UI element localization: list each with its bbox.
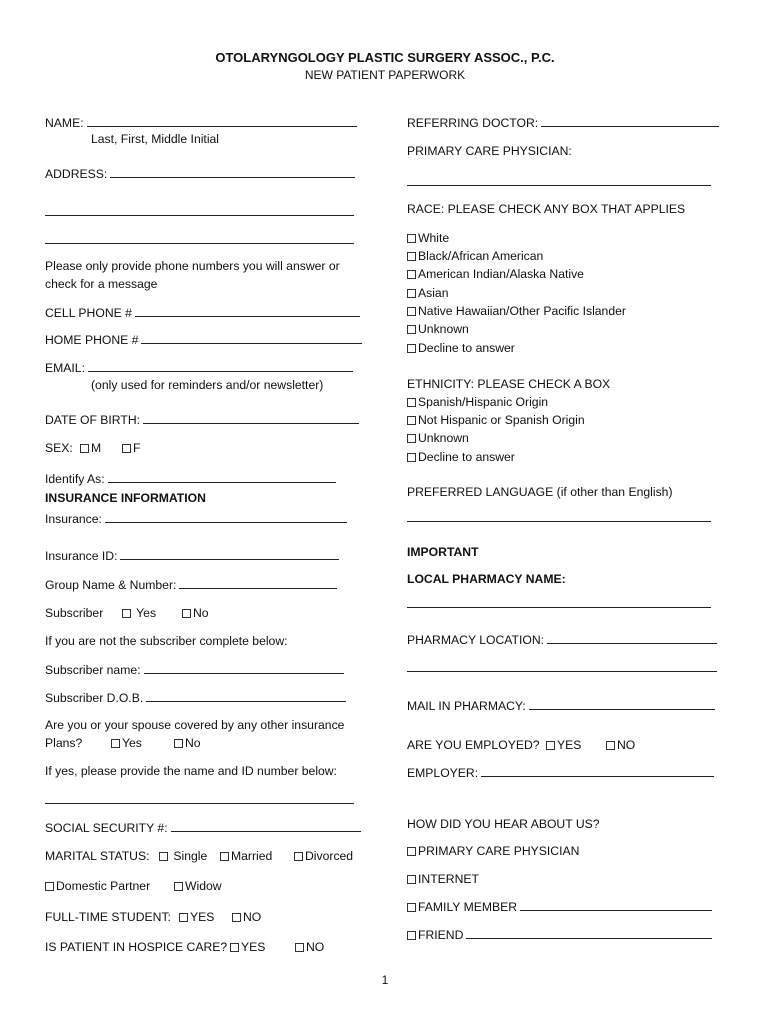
- insurance-id-label: Insurance ID:: [45, 549, 118, 563]
- hear-pcp-label: PRIMARY CARE PHYSICIAN: [418, 844, 580, 858]
- pcp-line[interactable]: [407, 174, 711, 186]
- checkbox-icon[interactable]: [294, 852, 303, 861]
- other-insurance-question-1: Are you or your spouse covered by any other insurance: [45, 718, 345, 732]
- student-no-label: NO: [243, 910, 262, 924]
- hear-friend-option[interactable]: [407, 927, 712, 943]
- checkbox-icon[interactable]: [80, 444, 89, 453]
- insurance-line[interactable]: [105, 511, 347, 523]
- subscriber-dob-field[interactable]: [45, 690, 346, 706]
- checkbox-icon[interactable]: [407, 416, 416, 425]
- other-insurance-no-label: No: [185, 736, 201, 750]
- checkbox-icon[interactable]: [174, 739, 183, 748]
- checkbox-icon[interactable]: [122, 444, 131, 453]
- marital-label: MARITAL STATUS:: [45, 849, 150, 863]
- employer-line[interactable]: [481, 765, 714, 777]
- other-insurance-yes-option[interactable]: [111, 736, 142, 751]
- student-no-option[interactable]: [232, 910, 261, 925]
- subscriber-yes-label: Yes: [136, 606, 157, 620]
- name-hint: Last, First, Middle Initial: [91, 132, 220, 146]
- checkbox-icon[interactable]: [407, 453, 416, 462]
- race-option-label: Native Hawaiian/Other Pacific Islander: [418, 304, 626, 318]
- race-option[interactable]: [407, 286, 449, 301]
- hear-friend-line[interactable]: [466, 927, 712, 939]
- race-option-label: Unknown: [418, 322, 469, 336]
- checkbox-icon[interactable]: [606, 741, 615, 750]
- marital-domestic-label: Domestic Partner: [56, 879, 151, 893]
- hear-friend-label: FRIEND: [418, 928, 464, 942]
- checkbox-icon[interactable]: [407, 234, 416, 243]
- identify-label: Identify As:: [45, 472, 105, 486]
- important-heading: IMPORTANT: [407, 545, 479, 559]
- address-line-1[interactable]: [110, 166, 355, 178]
- ethnicity-option-label: Unknown: [418, 431, 469, 445]
- group-label: Group Name & Number:: [45, 578, 177, 592]
- email-label: EMAIL:: [45, 361, 85, 375]
- employed-yes-label: YES: [557, 738, 582, 752]
- race-option[interactable]: [407, 267, 584, 282]
- employed-no-option[interactable]: [606, 738, 635, 753]
- form-title: OTOLARYNGOLOGY PLASTIC SURGERY ASSOC., P.C.: [215, 50, 555, 65]
- hospice-yes-option[interactable]: [230, 940, 265, 955]
- checkbox-icon[interactable]: [179, 913, 188, 922]
- insurance-id-line[interactable]: [120, 548, 339, 560]
- other-insurance-question-2: Plans?: [45, 736, 83, 750]
- checkbox-icon[interactable]: [45, 882, 54, 891]
- employer-field[interactable]: [407, 765, 714, 781]
- email-line[interactable]: [88, 360, 353, 372]
- checkbox-icon[interactable]: [407, 344, 416, 353]
- checkbox-icon[interactable]: [407, 270, 416, 279]
- hospice-label: IS PATIENT IN HOSPICE CARE?: [45, 940, 228, 954]
- dob-field[interactable]: [45, 412, 359, 428]
- pcp-label: PRIMARY CARE PHYSICIAN:: [407, 144, 572, 158]
- dob-label: DATE OF BIRTH:: [45, 413, 141, 427]
- insurance-heading: INSURANCE INFORMATION: [45, 491, 206, 505]
- home-phone-label: HOME PHONE #: [45, 333, 139, 347]
- checkbox-icon[interactable]: [295, 943, 304, 952]
- ethnicity-option-label: Decline to answer: [418, 450, 515, 464]
- pharmacy-location-line[interactable]: [547, 632, 717, 644]
- checkbox-icon[interactable]: [407, 325, 416, 334]
- ssn-line[interactable]: [171, 820, 361, 832]
- sex-f-option[interactable]: [122, 441, 140, 456]
- hospice-no-option[interactable]: [295, 940, 324, 955]
- email-field[interactable]: [45, 360, 353, 376]
- checkbox-icon[interactable]: [230, 943, 239, 952]
- hear-family-line[interactable]: [520, 899, 712, 911]
- insurance-id-field[interactable]: [45, 548, 339, 564]
- student-label: FULL-TIME STUDENT:: [45, 910, 171, 924]
- race-option[interactable]: [407, 322, 469, 337]
- other-insurance-line[interactable]: [45, 792, 354, 804]
- phone-note-line-2: check for a message: [45, 277, 158, 291]
- ethnicity-option[interactable]: [407, 395, 548, 410]
- checkbox-icon[interactable]: [220, 852, 229, 861]
- pharmacy-location-field[interactable]: [407, 632, 717, 648]
- address-field[interactable]: [45, 166, 355, 182]
- marital-married-option[interactable]: [220, 849, 272, 864]
- insurance-field[interactable]: [45, 511, 347, 527]
- hear-internet-label: INTERNET: [418, 872, 479, 886]
- checkbox-icon[interactable]: [407, 289, 416, 298]
- hear-label: HOW DID YOU HEAR ABOUT US?: [407, 817, 600, 831]
- language-line[interactable]: [407, 510, 711, 522]
- race-label: RACE: PLEASE CHECK ANY BOX THAT APPLIES: [407, 202, 686, 216]
- identify-line[interactable]: [108, 471, 336, 483]
- subscriber-name-field[interactable]: [45, 662, 344, 678]
- race-option[interactable]: [407, 341, 515, 356]
- group-field[interactable]: [45, 577, 337, 593]
- race-option[interactable]: [407, 304, 626, 319]
- ethnicity-option-label: Not Hispanic or Spanish Origin: [418, 413, 585, 427]
- ssn-field[interactable]: [45, 820, 361, 836]
- name-field[interactable]: [45, 115, 357, 131]
- name-label: NAME:: [45, 116, 84, 130]
- ethnicity-option[interactable]: [407, 450, 515, 465]
- home-phone-field[interactable]: [45, 332, 362, 348]
- marital-widow-option[interactable]: [174, 879, 222, 894]
- referring-doctor-line[interactable]: [541, 115, 719, 127]
- cell-phone-line[interactable]: [135, 305, 360, 317]
- phone-note-line-1: Please only provide phone numbers you will answer or: [45, 259, 340, 273]
- email-hint: (only used for reminders and/or newsletter): [91, 378, 324, 392]
- marital-domestic-option[interactable]: [45, 879, 150, 894]
- marital-divorced-option[interactable]: [294, 849, 353, 864]
- mail-pharmacy-label: MAIL IN PHARMACY:: [407, 699, 526, 713]
- referring-doctor-field[interactable]: [407, 115, 719, 131]
- other-insurance-yes-label: Yes: [122, 736, 142, 750]
- marital-widow-label: Widow: [185, 879, 222, 893]
- marital-single-label: Single: [173, 849, 208, 863]
- checkbox-icon[interactable]: [182, 609, 191, 618]
- if-yes-note: If yes, please provide the name and ID number below:: [45, 764, 337, 778]
- race-option-label: Decline to answer: [418, 341, 515, 355]
- page-number: 1: [381, 973, 389, 987]
- subscriber-name-label: Subscriber name:: [45, 663, 141, 677]
- race-option-label: American Indian/Alaska Native: [418, 267, 584, 281]
- form-subtitle: NEW PATIENT PAPERWORK: [304, 68, 466, 82]
- subscriber-name-line[interactable]: [144, 662, 344, 674]
- marital-divorced-label: Divorced: [305, 849, 354, 863]
- ethnicity-option[interactable]: [407, 413, 585, 428]
- checkbox-icon[interactable]: [407, 875, 416, 884]
- checkbox-icon[interactable]: [407, 252, 416, 261]
- marital-married-label: Married: [231, 849, 273, 863]
- hospice-no-label: NO: [306, 940, 325, 954]
- sex-m-label: M: [91, 441, 102, 455]
- checkbox-icon[interactable]: [232, 913, 241, 922]
- referring-doctor-label: REFERRING DOCTOR:: [407, 116, 539, 130]
- identify-field[interactable]: [45, 471, 336, 487]
- checkbox-icon[interactable]: [174, 882, 183, 891]
- checkbox-icon[interactable]: [111, 739, 120, 748]
- checkbox-icon[interactable]: [546, 741, 555, 750]
- pharmacy-location-line-2[interactable]: [407, 660, 717, 672]
- hear-internet-option[interactable]: [407, 872, 479, 887]
- checkbox-icon[interactable]: [407, 398, 416, 407]
- not-subscriber-note: If you are not the subscriber complete below:: [45, 634, 288, 648]
- subscriber-label: Subscriber: [45, 606, 104, 620]
- hear-family-label: FAMILY MEMBER: [418, 900, 518, 914]
- other-insurance-no-option[interactable]: [174, 736, 201, 751]
- race-option-label: Asian: [418, 286, 449, 300]
- sex-label: SEX:: [45, 441, 73, 455]
- sex-field: [45, 441, 73, 456]
- race-option-label: Black/African American: [418, 249, 544, 263]
- address-label: ADDRESS:: [45, 167, 108, 181]
- race-option[interactable]: [407, 249, 543, 264]
- race-option-label: White: [418, 231, 450, 245]
- pharmacy-location-label: PHARMACY LOCATION:: [407, 633, 545, 647]
- student-yes-option[interactable]: [179, 910, 214, 925]
- mail-pharmacy-field[interactable]: [407, 698, 715, 714]
- student-yes-label: YES: [190, 910, 215, 924]
- checkbox-icon[interactable]: [407, 847, 416, 856]
- sex-m-option[interactable]: [80, 441, 101, 456]
- address-line-2[interactable]: [45, 204, 354, 216]
- ssn-label: SOCIAL SECURITY #:: [45, 821, 168, 835]
- subscriber-yes-option[interactable]: [122, 606, 156, 621]
- dob-line[interactable]: [143, 412, 359, 424]
- hospice-yes-label: YES: [241, 940, 266, 954]
- subscriber-dob-line[interactable]: [146, 690, 346, 702]
- name-line[interactable]: [87, 115, 357, 127]
- cell-phone-label: CELL PHONE #: [45, 306, 132, 320]
- ethnicity-option[interactable]: [407, 431, 469, 446]
- employed-yes-option[interactable]: [546, 738, 581, 753]
- employed-label: ARE YOU EMPLOYED?: [407, 738, 540, 752]
- sex-f-label: F: [133, 441, 141, 455]
- employed-no-label: NO: [617, 738, 636, 752]
- subscriber-no-label: No: [193, 606, 209, 620]
- subscriber-no-option[interactable]: [182, 606, 209, 621]
- cell-phone-field[interactable]: [45, 305, 360, 321]
- insurance-label: Insurance:: [45, 512, 102, 526]
- checkbox-icon[interactable]: [407, 903, 416, 912]
- checkbox-icon[interactable]: [407, 434, 416, 443]
- checkbox-icon[interactable]: [407, 307, 416, 316]
- address-line-3[interactable]: [45, 232, 354, 244]
- ethnicity-option-label: Spanish/Hispanic Origin: [418, 395, 549, 409]
- marital-single-option[interactable]: [159, 849, 207, 864]
- checkbox-icon[interactable]: [407, 931, 416, 940]
- pharmacy-name-label: LOCAL PHARMACY NAME:: [407, 572, 566, 586]
- checkbox-icon[interactable]: [159, 852, 168, 861]
- pharmacy-name-line[interactable]: [407, 596, 711, 608]
- mail-pharmacy-line[interactable]: [529, 698, 715, 710]
- hear-pcp-option[interactable]: [407, 844, 579, 859]
- employer-label: EMPLOYER:: [407, 766, 479, 780]
- group-line[interactable]: [179, 577, 337, 589]
- hear-family-option[interactable]: [407, 899, 712, 915]
- ethnicity-label: ETHNICITY: PLEASE CHECK A BOX: [407, 377, 611, 391]
- home-phone-line[interactable]: [141, 332, 362, 344]
- language-label: PREFERRED LANGUAGE (if other than English): [407, 485, 673, 499]
- race-option[interactable]: [407, 231, 449, 246]
- subscriber-dob-label: Subscriber D.O.B.: [45, 691, 144, 705]
- checkbox-icon[interactable]: [122, 609, 131, 618]
